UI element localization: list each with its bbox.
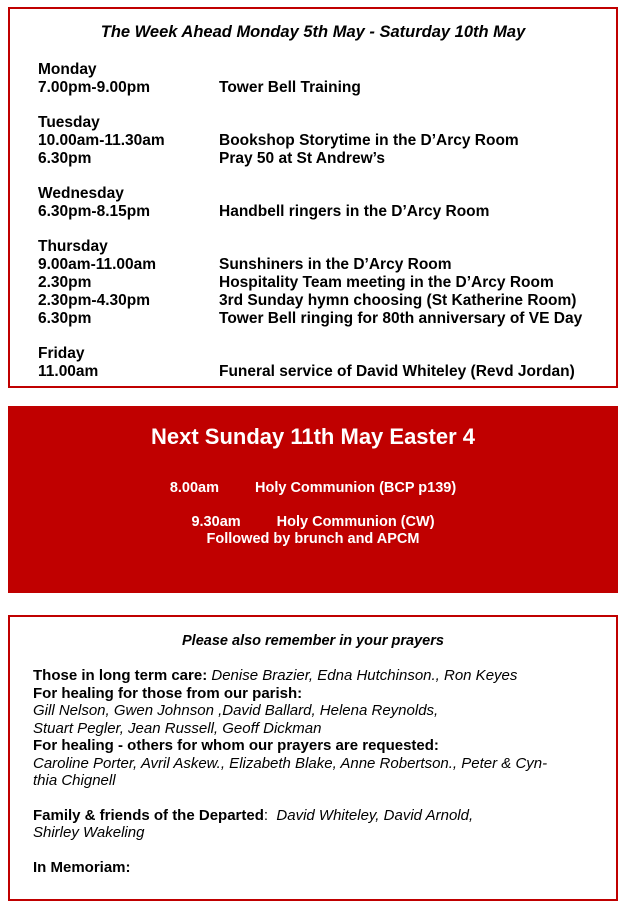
event-time: 6.30pm [38, 310, 92, 327]
event-desc: Sunshiners in the D’Arcy Room [219, 256, 452, 273]
service-time: 9.30am [191, 514, 241, 530]
day-name: Tuesday [38, 114, 100, 131]
event-desc: Tower Bell ringing for 80th anniversary of VE Day [219, 310, 583, 327]
healing-others-names: thia Chignell [33, 772, 116, 789]
service-desc: Holy Communion (CW) [276, 514, 435, 530]
event-desc: Hospitality Team meeting in the D’Arcy Room [219, 274, 554, 291]
healing-others-names: Caroline Porter, Avril Askew., Elizabeth Blake, Anne Robertson., Peter & Cyn- [33, 754, 548, 772]
healing-others-line [33, 772, 603, 790]
memoriam-row [33, 859, 603, 877]
day-block-friday [38, 345, 582, 381]
service-row-1 [8, 480, 618, 496]
event-time: 6.30pm-8.15pm [38, 203, 150, 220]
event-time: 9.00am-11.00am [38, 256, 157, 273]
event-time: 2.30pm-4.30pm [38, 292, 150, 309]
event-desc: Bookshop Storytime in the D’Arcy Room [219, 132, 519, 149]
departed-names: Shirley Wakeling [33, 824, 145, 841]
departed-colon: : [263, 806, 277, 824]
long-term-names: Denise Brazier, Edna Hutchinson., Ron Keyes [211, 667, 518, 684]
day-name: Wednesday [38, 185, 124, 202]
event-row [38, 203, 582, 221]
event-time: 2.30pm [38, 274, 92, 291]
healing-others-line [33, 755, 603, 773]
event-desc: Tower Bell Training [219, 79, 361, 96]
event-desc: Pray 50 at St Andrew’s [219, 150, 385, 167]
event-time: 11.00am [38, 363, 99, 380]
healing-others-label-text: For healing - others for whom our prayers are requested: [33, 737, 439, 754]
event-row [38, 292, 582, 310]
week-ahead-title: The Week Ahead Monday 5th May - Saturday 10th May [100, 23, 526, 41]
healing-parish-label-text: For healing for those from our parish: [33, 684, 303, 702]
event-desc: Funeral service of David Whiteley (Revd Jordan) [219, 363, 575, 380]
healing-parish-line [33, 720, 603, 738]
event-row [38, 310, 582, 328]
event-desc: 3rd Sunday hymn choosing (St Katherine Room) [219, 292, 577, 309]
prayers-box [8, 615, 618, 901]
event-time: 6.30pm [38, 150, 92, 167]
long-term-care [33, 667, 603, 685]
departed-label: Family & friends of the Departed [33, 806, 264, 824]
day-name: Friday [38, 345, 85, 362]
event-time: 10.00am-11.30am [38, 132, 165, 149]
event-row [38, 132, 582, 150]
week-ahead-box [8, 7, 618, 388]
prayers-title: Please also remember in your prayers [182, 633, 444, 649]
week-schedule [38, 61, 582, 398]
healing-parish-line [33, 702, 603, 720]
day-name: Thursday [38, 238, 108, 255]
next-sunday-banner [8, 406, 618, 593]
event-row [38, 363, 582, 381]
healing-parish-label [33, 685, 603, 703]
day-block-thursday [38, 238, 582, 328]
long-term-label: Those in long term care: [33, 667, 212, 684]
healing-parish-names: Stuart Pegler, Jean Russell, Geoff Dickman [33, 719, 322, 737]
service-note: Followed by brunch and APCM [206, 531, 420, 547]
service-row-2 [8, 514, 618, 548]
prayers-list [33, 667, 603, 876]
day-name: Monday [38, 61, 97, 78]
event-desc: Handbell ringers in the D’Arcy Room [219, 203, 490, 220]
healing-parish-names: Gill Nelson, Gwen Johnson ,David Ballard, Helena Reynolds, [33, 702, 439, 719]
service-time: 8.00am [169, 480, 220, 496]
day-block-wednesday [38, 185, 582, 221]
day-block-monday [38, 61, 582, 97]
memoriam-label: In Memoriam: [33, 858, 131, 876]
departed-names: David Whiteley, David Arnold, [276, 806, 474, 824]
next-sunday-heading: Next Sunday 11th May Easter 4 [150, 424, 476, 449]
service-desc: Holy Communion (BCP p139) [255, 480, 457, 496]
event-time: 7.00pm-9.00pm [38, 79, 150, 96]
event-row [38, 274, 582, 292]
healing-others-label [33, 737, 603, 755]
departed-line [33, 824, 603, 842]
event-row [38, 256, 582, 274]
event-row [38, 150, 582, 168]
day-block-tuesday [38, 114, 582, 168]
departed-row [33, 807, 603, 825]
event-row [38, 79, 582, 97]
